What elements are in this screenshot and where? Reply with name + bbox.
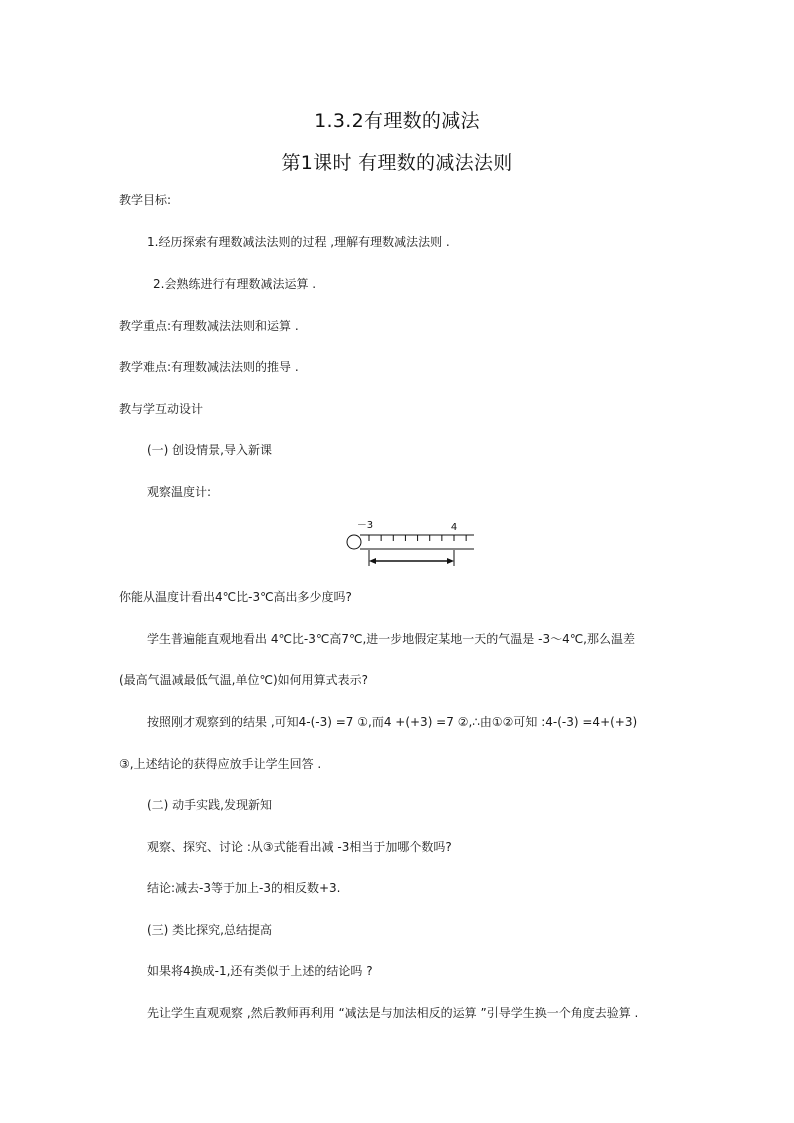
conclusion: 结论:减去-3等于加上-3的相反数+3. bbox=[147, 881, 341, 895]
objectives-label: 教学目标: bbox=[119, 193, 172, 207]
paragraph-2-line-1: 按照刚才观察到的结果 ,可知4-(-3) =7 ①,而4 +(+3) =7 ②,∴由①②可知 :4-(-3) =4+(+3) bbox=[147, 715, 638, 729]
part-2-heading: (二) 动手实践,发现新知 bbox=[147, 798, 272, 812]
thermometer-low-label: －3 bbox=[356, 520, 374, 531]
objective-1: 1.经历探索有理数减法法则的过程 ,理解有理数减法法则 . bbox=[147, 235, 450, 249]
part-3-heading: (三) 类比探究,总结提高 bbox=[147, 923, 272, 937]
interaction-heading: 教与学互动设计 bbox=[119, 402, 204, 416]
question-2: 如果将4换成-1,还有类似于上述的结论吗 ? bbox=[147, 964, 373, 978]
observe-thermometer: 观察温度计: bbox=[147, 485, 212, 499]
paragraph-2-line-2: ③,上述结论的获得应放手让学生回答 . bbox=[119, 757, 322, 771]
objective-2: 2.会熟练进行有理数减法运算 . bbox=[153, 277, 317, 291]
part-1-heading: (一) 创设情景,导入新课 bbox=[147, 443, 272, 457]
paragraph-1-line-1: 学生普遍能直观地看出 4℃比-3℃高7℃,进一步地假定某地一天的气温是 -3～4℃,那么温差 bbox=[147, 632, 636, 646]
discussion: 观察、探究、讨论 :从③式能看出减 -3相当于加哪个数吗? bbox=[147, 840, 452, 854]
lesson-title: 第1课时 有理数的减法法则 bbox=[281, 152, 513, 174]
thermometer-bulb bbox=[347, 535, 361, 549]
paragraph-1-line-2: (最高气温减最低气温,单位℃)如何用算式表示? bbox=[119, 673, 369, 687]
range-arrowhead-left bbox=[369, 558, 376, 564]
range-arrowhead-right bbox=[447, 558, 454, 564]
thermometer-figure bbox=[340, 516, 480, 570]
thermometer-ticks bbox=[369, 535, 466, 541]
paragraph-3: 先让学生直观观察 ,然后教师再利用 “减法是与加法相反的运算 ”引导学生换一个角度去验算 . bbox=[147, 1006, 639, 1020]
section-title: 1.3.2有理数的减法 bbox=[314, 110, 480, 132]
difficulty: 教学难点:有理数减法法则的推导 . bbox=[119, 360, 299, 374]
thermometer-high-label: 4 bbox=[450, 522, 458, 533]
key-point: 教学重点:有理数减法法则和运算 . bbox=[119, 319, 299, 333]
question-1: 你能从温度计看出4℃比-3℃高出多少度吗? bbox=[119, 590, 352, 604]
